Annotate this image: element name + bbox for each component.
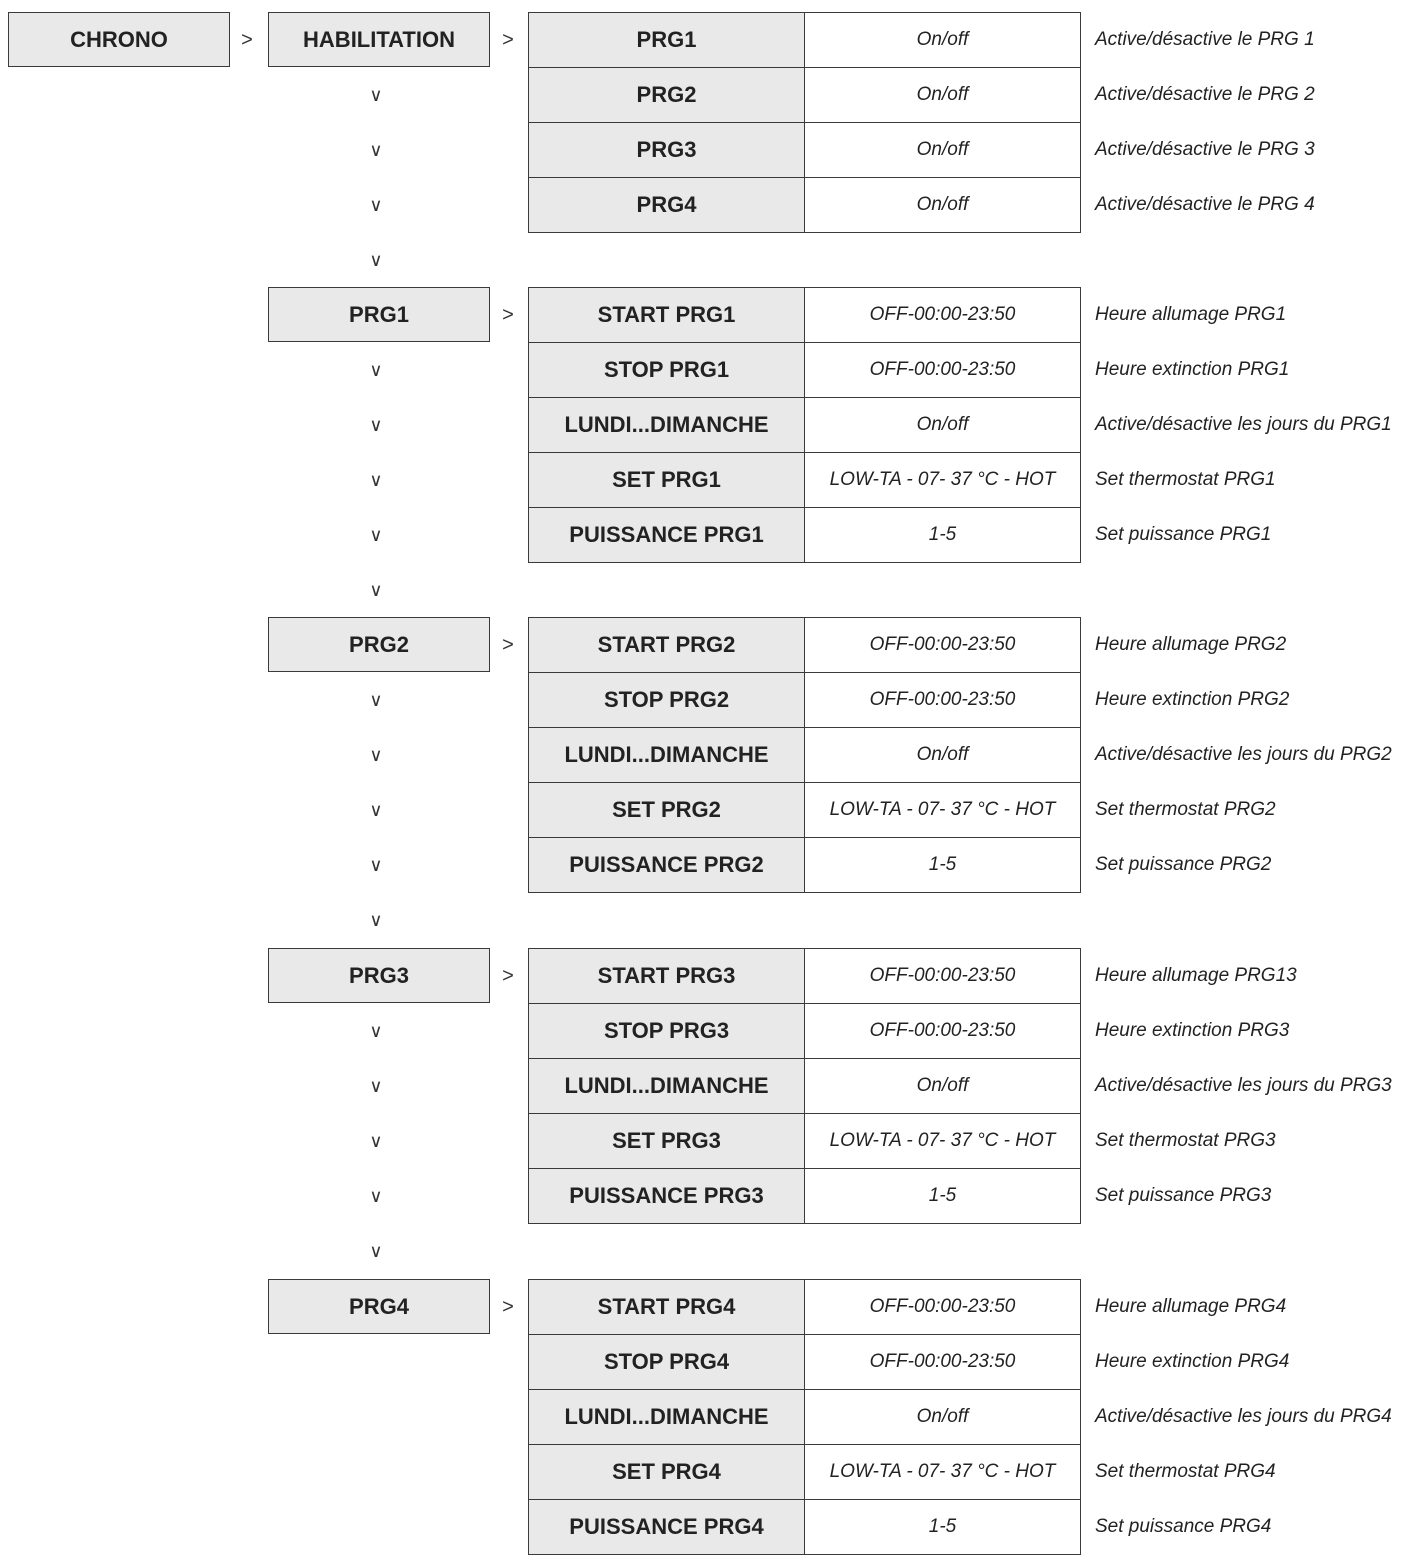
row-value: LOW-TA - 07- 37 °C - HOT	[805, 783, 1081, 838]
row-description: Heure extinction PRG2	[1095, 689, 1290, 710]
table-row[interactable]	[529, 1059, 1081, 1114]
arrow-down-icon: ∨	[369, 800, 383, 820]
row-label: STOP PRG4	[529, 1335, 805, 1390]
row-value: On/off	[805, 68, 1081, 123]
row-value: On/off	[805, 1059, 1081, 1114]
row-description: Heure extinction PRG4	[1095, 1351, 1290, 1372]
row-description: Set thermostat PRG2	[1095, 799, 1276, 820]
table-row[interactable]	[529, 838, 1081, 893]
row-label: SET PRG3	[529, 1114, 805, 1169]
table-row[interactable]	[529, 1004, 1081, 1059]
arrow-right-icon: >	[241, 29, 253, 51]
arrow-right-icon: >	[502, 1296, 514, 1318]
table-row[interactable]	[529, 1280, 1081, 1335]
prg2-menu-box[interactable]: PRG2	[268, 617, 490, 672]
table-row[interactable]	[529, 343, 1081, 398]
row-value: OFF-00:00-23:50	[805, 673, 1081, 728]
row-value: 1-5	[805, 508, 1081, 563]
table-row[interactable]	[529, 728, 1081, 783]
arrow-down-icon: ∨	[369, 855, 383, 875]
chrono-menu-box[interactable]: CHRONO	[8, 12, 230, 67]
arrow-down-icon: ∨	[369, 525, 383, 545]
table-row[interactable]	[529, 1500, 1081, 1555]
table-row[interactable]	[529, 618, 1081, 673]
arrow-down-icon: ∨	[369, 1021, 383, 1041]
row-description: Active/désactive les jours du PRG3	[1095, 1075, 1392, 1096]
arrow-down-icon: ∨	[369, 140, 383, 160]
prg3-table	[528, 948, 1081, 1224]
row-value: On/off	[805, 398, 1081, 453]
row-description: Active/désactive le PRG 2	[1095, 84, 1315, 105]
row-value: 1-5	[805, 1169, 1081, 1224]
row-description: Active/désactive le PRG 4	[1095, 194, 1315, 215]
row-label: SET PRG2	[529, 783, 805, 838]
arrow-down-icon: ∨	[369, 580, 383, 600]
row-label: LUNDI...DIMANCHE	[529, 728, 805, 783]
row-label: STOP PRG3	[529, 1004, 805, 1059]
row-value: OFF-00:00-23:50	[805, 288, 1081, 343]
prg4-table	[528, 1279, 1081, 1555]
arrow-right-icon: >	[502, 634, 514, 656]
habilitation-table	[528, 12, 1081, 233]
row-description: Active/désactive les jours du PRG2	[1095, 744, 1392, 765]
table-row[interactable]	[529, 673, 1081, 728]
row-description: Heure extinction PRG1	[1095, 359, 1290, 380]
row-label: PUISSANCE PRG1	[529, 508, 805, 563]
row-label: START PRG1	[529, 288, 805, 343]
row-description: Set thermostat PRG3	[1095, 1130, 1276, 1151]
row-value: OFF-00:00-23:50	[805, 1004, 1081, 1059]
row-description: Heure allumage PRG2	[1095, 634, 1287, 655]
table-row[interactable]	[529, 288, 1081, 343]
row-value: On/off	[805, 13, 1081, 68]
arrow-down-icon: ∨	[369, 360, 383, 380]
row-description: Heure allumage PRG1	[1095, 304, 1287, 325]
prg3-menu-box[interactable]: PRG3	[268, 948, 490, 1003]
row-value: On/off	[805, 1390, 1081, 1445]
arrow-down-icon: ∨	[369, 690, 383, 710]
row-label: PUISSANCE PRG4	[529, 1500, 805, 1555]
arrow-down-icon: ∨	[369, 195, 383, 215]
row-value: On/off	[805, 123, 1081, 178]
row-value: On/off	[805, 728, 1081, 783]
row-description: Active/désactive les jours du PRG4	[1095, 1406, 1392, 1427]
prg2-table	[528, 617, 1081, 893]
row-value: OFF-00:00-23:50	[805, 618, 1081, 673]
prg4-menu-box[interactable]: PRG4	[268, 1279, 490, 1334]
arrow-down-icon: ∨	[369, 1131, 383, 1151]
table-row[interactable]	[529, 1169, 1081, 1224]
arrow-down-icon: ∨	[369, 85, 383, 105]
row-label: PUISSANCE PRG3	[529, 1169, 805, 1224]
row-description: Set puissance PRG4	[1095, 1516, 1272, 1537]
arrow-down-icon: ∨	[369, 470, 383, 490]
arrow-right-icon: >	[502, 29, 514, 51]
row-description: Set puissance PRG1	[1095, 524, 1272, 545]
table-row[interactable]	[529, 1445, 1081, 1500]
row-label: SET PRG1	[529, 453, 805, 508]
row-description: Set thermostat PRG1	[1095, 469, 1276, 490]
arrow-down-icon: ∨	[369, 745, 383, 765]
table-row[interactable]	[529, 123, 1081, 178]
row-label: START PRG2	[529, 618, 805, 673]
row-label: SET PRG4	[529, 1445, 805, 1500]
row-description: Set puissance PRG2	[1095, 854, 1272, 875]
arrow-down-icon: ∨	[369, 415, 383, 435]
prg1-menu-box[interactable]: PRG1	[268, 287, 490, 342]
row-description: Set puissance PRG3	[1095, 1185, 1272, 1206]
row-value: 1-5	[805, 1500, 1081, 1555]
row-label: START PRG3	[529, 949, 805, 1004]
habilitation-menu-box[interactable]: HABILITATION	[268, 12, 490, 67]
row-label: PRG4	[529, 178, 805, 233]
row-description: Set thermostat PRG4	[1095, 1461, 1276, 1482]
arrow-right-icon: >	[502, 304, 514, 326]
row-value: LOW-TA - 07- 37 °C - HOT	[805, 1114, 1081, 1169]
row-description: Active/désactive les jours du PRG1	[1095, 414, 1392, 435]
row-description: Heure allumage PRG4	[1095, 1296, 1287, 1317]
row-value: OFF-00:00-23:50	[805, 343, 1081, 398]
arrow-down-icon: ∨	[369, 1241, 383, 1261]
row-label: LUNDI...DIMANCHE	[529, 1390, 805, 1445]
row-label: STOP PRG2	[529, 673, 805, 728]
table-row[interactable]	[529, 178, 1081, 233]
row-value: LOW-TA - 07- 37 °C - HOT	[805, 453, 1081, 508]
arrow-down-icon: ∨	[369, 910, 383, 930]
row-label: LUNDI...DIMANCHE	[529, 1059, 805, 1114]
row-value: OFF-00:00-23:50	[805, 1280, 1081, 1335]
row-description: Heure extinction PRG3	[1095, 1020, 1290, 1041]
table-row[interactable]	[529, 13, 1081, 68]
row-label: STOP PRG1	[529, 343, 805, 398]
arrow-down-icon: ∨	[369, 1186, 383, 1206]
row-label: PRG1	[529, 13, 805, 68]
row-label: PRG2	[529, 68, 805, 123]
row-value: OFF-00:00-23:50	[805, 1335, 1081, 1390]
table-row[interactable]	[529, 68, 1081, 123]
table-row[interactable]	[529, 949, 1081, 1004]
table-row[interactable]	[529, 453, 1081, 508]
arrow-right-icon: >	[502, 965, 514, 987]
table-row[interactable]	[529, 1390, 1081, 1445]
arrow-down-icon: ∨	[369, 250, 383, 270]
table-row[interactable]	[529, 398, 1081, 453]
row-value: 1-5	[805, 838, 1081, 893]
row-label: PUISSANCE PRG2	[529, 838, 805, 893]
row-label: START PRG4	[529, 1280, 805, 1335]
row-description: Heure allumage PRG13	[1095, 965, 1297, 986]
table-row[interactable]	[529, 508, 1081, 563]
row-description: Active/désactive le PRG 3	[1095, 139, 1315, 160]
row-description: Active/désactive le PRG 1	[1095, 29, 1315, 50]
arrow-down-icon: ∨	[369, 1076, 383, 1096]
table-row[interactable]	[529, 783, 1081, 838]
table-row[interactable]	[529, 1335, 1081, 1390]
prg1-table	[528, 287, 1081, 563]
row-label: PRG3	[529, 123, 805, 178]
row-value: OFF-00:00-23:50	[805, 949, 1081, 1004]
row-label: LUNDI...DIMANCHE	[529, 398, 805, 453]
row-value: LOW-TA - 07- 37 °C - HOT	[805, 1445, 1081, 1500]
table-row[interactable]	[529, 1114, 1081, 1169]
row-value: On/off	[805, 178, 1081, 233]
